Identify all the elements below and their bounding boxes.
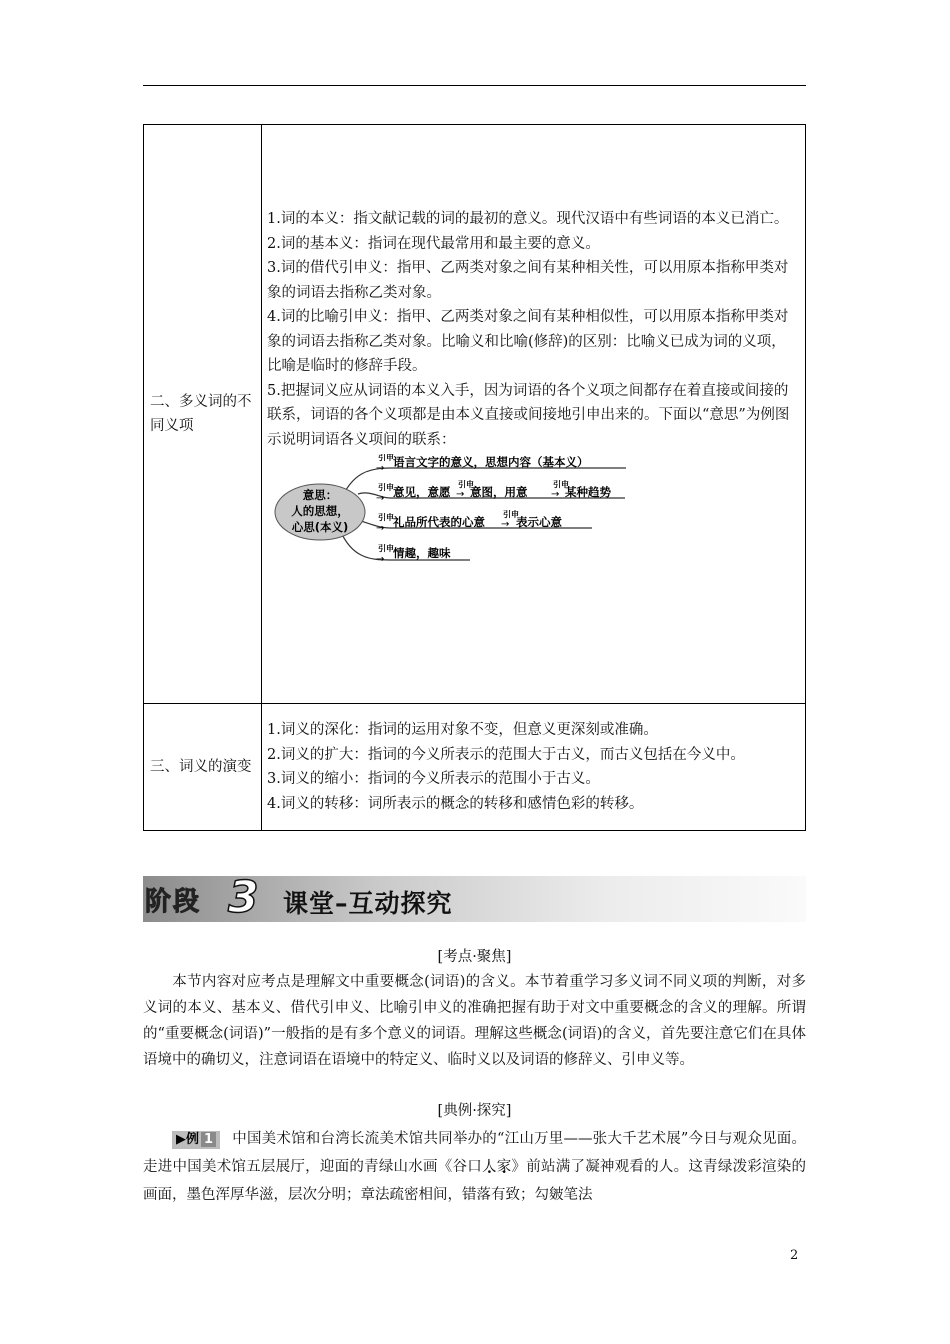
- list-item: 2.词的基本义：指词在现代最常用和最主要的意义。: [267, 235, 600, 252]
- emphasis-char: 人: [482, 1159, 497, 1175]
- branch-text: 语言文字的意义，思想内容（基本义）: [393, 455, 589, 469]
- meaning-diagram: [270, 454, 800, 581]
- arrow-label: 引申: [553, 480, 569, 489]
- branch-text: 表示心意: [516, 515, 562, 529]
- example-text: 》前站满了凝神观看的人。这青绿泼彩渲染的画面，墨色浑厚华滋，层次分明；章法疏密相间，错落有致；勾皴笔法: [143, 1159, 807, 1203]
- example-tag-number: 1: [201, 1132, 216, 1147]
- list-item: 3.词的借代引申义：指甲、乙两类对象之间有某种相关性，可以用原本指称甲类对象的词语去指称乙类对象。: [267, 260, 789, 301]
- arrow-label: 引申: [378, 513, 394, 522]
- list-item: 3.词义的缩小：指词的今义所表示的范围小于古义。: [267, 771, 600, 787]
- diagram-center-line: 心思(本义): [291, 520, 349, 534]
- example-paragraph: [143, 1125, 806, 1209]
- arrow-label: 引申: [378, 544, 394, 553]
- branch-text: 意图，用意: [470, 485, 528, 499]
- header-rule: [143, 85, 806, 86]
- table-row: [144, 125, 806, 704]
- diagram-center-line: 人的思想，: [291, 504, 349, 518]
- example-text: 中国美术馆和台湾长流美术馆共同举办的“江山万里——张大千艺术展”今日与观众见面。走进中国美术馆五层展厅，迎面的青绿山水画《谷口: [143, 1131, 806, 1175]
- arrow-icon: →: [456, 489, 465, 500]
- branch-text: 礼品所代表的心意: [393, 515, 485, 529]
- example-tag-label: ▶例: [176, 1132, 199, 1147]
- focus-heading: [考点·聚焦]: [437, 949, 512, 965]
- row-label-evolution: 三、词义的演变: [144, 704, 262, 831]
- page-number: 2: [790, 1248, 799, 1263]
- list-item: 5.把握词义应从词语的本义入手，因为词语的各个义项之间都存在着直接或间接的联系，词语的各个义项都是由本义直接或间接地引申出来的。下面以“意思”为例图示说明词语各义项间的联系：: [267, 382, 790, 448]
- branch-text: 某种趋势: [565, 485, 611, 499]
- list-item: 4.词义的转移：词所表示的概念的转移和感情色彩的转移。: [267, 795, 644, 812]
- branch-text: 意见，意愿: [393, 485, 451, 499]
- arrow-icon: →: [376, 463, 385, 474]
- arrow-label: 引申: [458, 480, 474, 489]
- arrow-icon: →: [376, 493, 385, 504]
- list-item: 1.词义的深化：指词的运用对象不变，但意义更深刻或准确。: [267, 722, 658, 738]
- arrow-icon: →: [551, 489, 560, 500]
- knowledge-table: [143, 124, 806, 831]
- row-content-evolution: [262, 704, 806, 831]
- list-item: 4.词的比喻引申义：指甲、乙两类对象之间有某种相似性，可以用原本指称甲类对象的词语去指称乙类对象。比喻义和比喻(修辞)的区别：比喻义已成为词的义项，比喻是临时的修辞手段。: [267, 309, 789, 374]
- example-heading: [典例·探究]: [437, 1103, 512, 1119]
- arrow-icon: →: [376, 554, 385, 565]
- focus-text: 本节内容对应考点是理解文中重要概念(词语)的含义。本节着重学习多义词不同义项的判断，对多义词的本义、基本义、借代引申义、比喻引申义的准确把握有助于对文中重要概念的含义的理解。所谓的“重要概念(词语)”一般指的是有多个意义的词语。理解这些概念(词语)的含义，首先要注意它们在具体语境中的确切义，注意词语在语境中的特定义、临时义以及词语的修辞义、引申义等。: [143, 974, 806, 1068]
- list-item: 2.词义的扩大：指词的今义所表示的范围大于古义，而古义包括在今义中。: [267, 746, 745, 763]
- arrow-label: 引申: [503, 510, 519, 519]
- arrow-label: 引申: [378, 454, 394, 462]
- diagram-center-line: 意思：: [302, 488, 338, 502]
- banner-title: 课堂–互动探究: [283, 889, 453, 918]
- list-item: 1.词的本义：指文献记载的词的最初的意义。现代汉语中有些词语的本义已消亡。: [267, 211, 789, 227]
- stage-banner: [143, 872, 806, 923]
- emphasis-char: 家: [496, 1159, 512, 1175]
- banner-stage-label: 阶段: [145, 887, 202, 917]
- focus-paragraph: [143, 969, 806, 1073]
- table-row: [144, 704, 806, 831]
- row-label-polysemy: 二、多义词的不同义项: [144, 125, 262, 704]
- arrow-label: 引申: [378, 483, 394, 492]
- arrow-icon: →: [501, 519, 510, 530]
- row-content-polysemy: [262, 125, 806, 704]
- example-tag: [172, 1131, 220, 1149]
- arrow-icon: →: [376, 523, 385, 534]
- banner-stage-number: 3: [228, 872, 259, 923]
- meaning-diagram-svg: [270, 454, 650, 572]
- branch-text: 情趣，趣味: [393, 546, 451, 560]
